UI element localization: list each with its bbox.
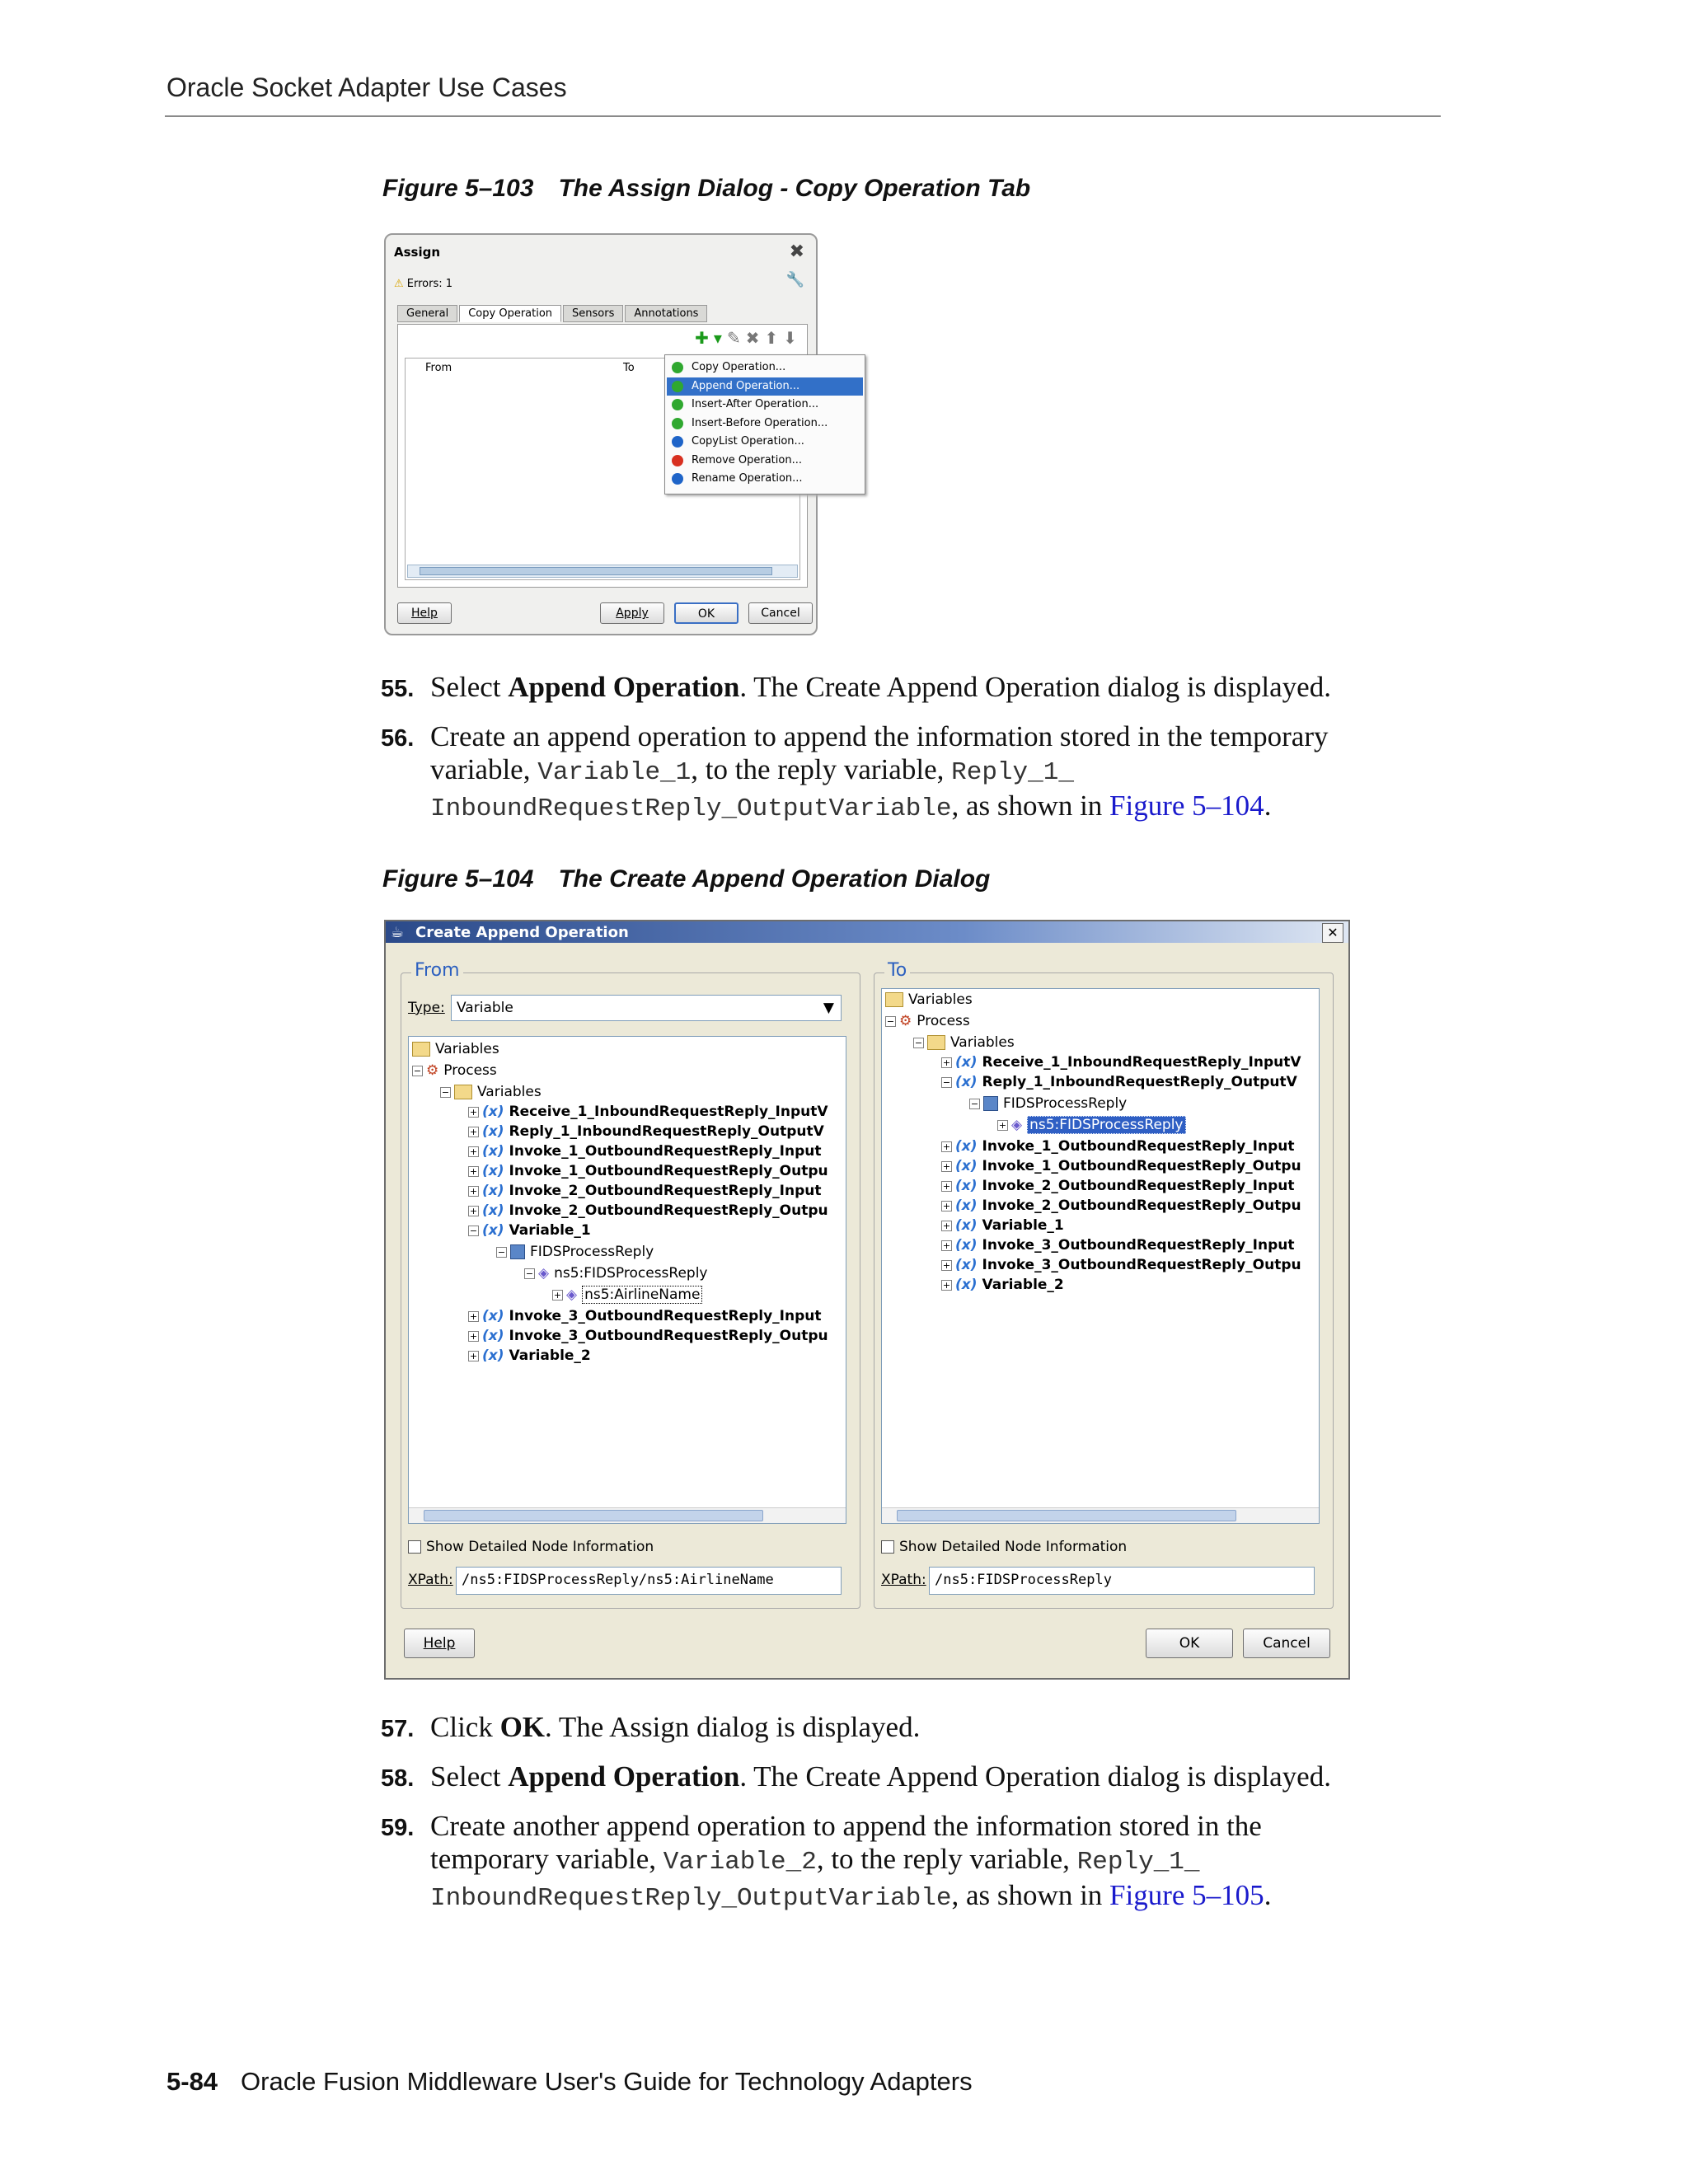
folder-icon — [412, 1042, 430, 1057]
running-header: Oracle Socket Adapter Use Cases — [166, 73, 567, 102]
menu-item[interactable] — [667, 377, 863, 396]
variable-icon: (x) — [482, 1123, 504, 1140]
xpath-label: XPath: — [408, 1572, 453, 1588]
operation-icon — [672, 399, 683, 410]
tree-node-variable[interactable]: + (x) Invoke_3_OutboundRequestReply_Outpu — [942, 1257, 1301, 1273]
to-legend: To — [884, 960, 910, 981]
horizontal-scrollbar[interactable] — [407, 565, 798, 578]
error-indicator — [394, 278, 452, 290]
help-button[interactable]: Help — [404, 1629, 475, 1658]
variable-icon: (x) — [482, 1104, 504, 1120]
element-diamond-icon: ◈ — [538, 1265, 550, 1282]
show-detail-checkbox[interactable]: Show Detailed Node Information — [881, 1539, 1127, 1555]
menu-item-label: Insert-After Operation... — [692, 398, 819, 410]
tree-node-process[interactable]: − ⚙ Process — [886, 1013, 970, 1029]
tab-bar — [397, 304, 709, 322]
operation-icon — [672, 436, 683, 448]
add-operation-menu — [664, 354, 865, 494]
menu-item[interactable] — [667, 359, 863, 377]
folder-icon — [454, 1085, 472, 1099]
tree-node-airline-name[interactable]: + ◈ ns5:AirlineName — [552, 1286, 702, 1304]
menu-item-label: Rename Operation... — [692, 472, 803, 485]
element-icon — [510, 1244, 525, 1259]
menu-item[interactable] — [667, 452, 863, 470]
process-icon: ⚙ — [899, 1013, 912, 1029]
tree-node-variable[interactable]: + (x) Invoke_3_OutboundRequestReply_Input — [469, 1308, 822, 1324]
chevron-down-icon: ▼ — [823, 1000, 834, 1016]
tree-node-variables[interactable]: − Variables — [914, 1034, 1015, 1051]
tree-node-subelement[interactable]: − ◈ ns5:FIDSProcessReply — [525, 1265, 708, 1282]
tree-node-variable[interactable]: + (x) Variable_2 — [942, 1277, 1064, 1293]
variable-icon: (x) — [482, 1222, 504, 1239]
menu-item[interactable] — [667, 396, 863, 414]
dialog-title: Create Append Operation — [415, 924, 629, 941]
tree-node-variable[interactable]: + (x) Invoke_1_OutboundRequestReply_Outpu — [942, 1158, 1301, 1174]
tree-node-variable[interactable]: + (x) Variable_1 — [942, 1217, 1064, 1234]
type-select[interactable]: Variable ▼ — [451, 995, 842, 1021]
tree-node-variable[interactable]: + (x) Reply_1_InboundRequestReply_OutputV — [469, 1123, 824, 1140]
figure-104-link[interactable]: Figure 5–104 — [1109, 790, 1264, 822]
variable-icon: (x) — [482, 1163, 504, 1179]
create-append-operation-dialog — [384, 920, 1350, 1680]
step-number: 57. — [381, 1716, 415, 1742]
variable-icon: (x) — [955, 1138, 978, 1155]
cancel-button[interactable]: Cancel — [748, 602, 813, 624]
operation-icon — [672, 381, 683, 392]
menu-item-label: Remove Operation... — [692, 453, 802, 466]
tree-node-variable[interactable]: + (x) Receive_1_InboundRequestReply_InputV — [469, 1104, 828, 1120]
column-from: From — [425, 362, 452, 374]
figure-title: The Assign Dialog - Copy Operation Tab — [558, 175, 1031, 202]
figure-104-caption — [382, 865, 990, 893]
tab-general[interactable]: General — [397, 305, 457, 322]
move-down-icon[interactable]: ⬇ — [783, 328, 802, 348]
variable-icon: (x) — [955, 1277, 978, 1293]
variable-icon: (x) — [955, 1237, 978, 1254]
column-to: To — [623, 362, 635, 374]
step-56: 56. Create an append operation to append the information stored in the temporary variable, Variable_1, to the reply variable, Reply_1_ InboundRequestReply_OutputVariable, as shown in Figure 5–104. — [381, 720, 1329, 823]
page-number: 5-84 — [166, 2067, 218, 2096]
menu-item-label: Append Operation... — [692, 379, 800, 392]
tree-node-selected-element[interactable]: + ◈ ns5:FIDSProcessReply — [997, 1116, 1186, 1134]
add-icon[interactable]: ✚▾ — [695, 328, 727, 348]
from-tree[interactable] — [408, 1036, 846, 1524]
tree-node-variables[interactable]: − Variables — [441, 1084, 542, 1100]
operation-icon — [672, 455, 683, 466]
tree-node-variable[interactable]: + (x) Receive_1_InboundRequestReply_InputV — [942, 1054, 1301, 1071]
page-footer — [166, 2067, 973, 2097]
tree-node-variable[interactable]: + (x) Invoke_1_OutboundRequestReply_Input — [942, 1138, 1295, 1155]
dialog-icon: ☕ — [391, 924, 405, 941]
tree-node-variable[interactable]: + (x) Invoke_3_OutboundRequestReply_Outpu — [469, 1328, 828, 1344]
book-title: Oracle Fusion Middleware User's Guide for Technology Adapters — [241, 2067, 973, 2096]
show-detail-checkbox[interactable]: Show Detailed Node Information — [408, 1539, 654, 1555]
variable-icon: (x) — [955, 1158, 978, 1174]
menu-item[interactable] — [667, 415, 863, 433]
dialog-title: Assign — [394, 245, 441, 260]
variable-icon: (x) — [955, 1257, 978, 1273]
element-icon — [983, 1096, 998, 1111]
process-icon: ⚙ — [426, 1062, 439, 1079]
horizontal-scrollbar[interactable] — [882, 1507, 1319, 1523]
step-number: 58. — [381, 1765, 415, 1792]
error-count: Errors: 1 — [406, 278, 453, 290]
step-55: 55. Select Append Operation. The Create Append Operation dialog is displayed. — [381, 671, 1411, 704]
tree-node-variable[interactable]: + (x) Variable_2 — [469, 1347, 591, 1364]
variable-icon: (x) — [955, 1054, 978, 1071]
tree-node-variable[interactable]: + (x) Invoke_1_OutboundRequestReply_Input — [469, 1143, 822, 1160]
variable-icon: (x) — [955, 1074, 978, 1090]
wrench-icon[interactable]: 🔧 — [785, 271, 804, 288]
figure-number: Figure 5–103 — [382, 175, 534, 202]
step-57: 57. Click OK. The Assign dialog is displayed. — [381, 1711, 1411, 1744]
tab-annotations[interactable]: Annotations — [625, 305, 707, 322]
variable-icon: (x) — [482, 1202, 504, 1219]
cancel-button[interactable]: Cancel — [1243, 1629, 1330, 1658]
horizontal-scrollbar[interactable] — [409, 1507, 846, 1523]
close-icon[interactable]: ✖ — [789, 241, 804, 262]
menu-item-label: CopyList Operation... — [692, 435, 804, 448]
step-number: 55. — [381, 676, 415, 702]
step-58: 58. Select Append Operation. The Create Append Operation dialog is displayed. — [381, 1760, 1411, 1793]
tab-copy-operation[interactable]: Copy Operation — [459, 305, 561, 322]
operation-icon — [672, 418, 683, 429]
ok-button[interactable]: OK — [674, 602, 738, 624]
tree-node-variable[interactable]: + (x) Invoke_2_OutboundRequestReply_Input — [942, 1178, 1295, 1194]
warning-icon: ⚠ — [394, 278, 404, 290]
to-group — [874, 960, 1334, 1609]
tree-node-variable[interactable]: + (x) Invoke_2_OutboundRequestReply_Outpu — [942, 1197, 1301, 1214]
variable-icon: (x) — [482, 1347, 504, 1364]
figure-title: The Create Append Operation Dialog — [558, 865, 991, 893]
ok-button[interactable]: OK — [1146, 1629, 1233, 1658]
tree-node-variables-root[interactable]: Variables — [412, 1040, 499, 1058]
variable-icon: (x) — [482, 1328, 504, 1344]
variable-icon: (x) — [955, 1197, 978, 1214]
xpath-field[interactable]: /ns5:FIDSProcessReply — [929, 1567, 1315, 1595]
dialog-titlebar — [386, 921, 1348, 943]
element-diamond-icon: ◈ — [1011, 1117, 1023, 1133]
close-button[interactable]: ✕ — [1322, 923, 1343, 943]
tree-node-process[interactable]: − ⚙ Process — [413, 1062, 497, 1079]
xpath-field[interactable]: /ns5:FIDSProcessReply/ns5:AirlineName — [456, 1567, 842, 1595]
operation-icon — [672, 362, 683, 373]
edit-icon[interactable]: ✎ — [726, 328, 746, 348]
help-button[interactable]: Help — [397, 602, 452, 624]
operation-toolbar — [695, 328, 802, 348]
from-legend: From — [411, 960, 463, 981]
variable-icon: (x) — [955, 1217, 978, 1234]
menu-item[interactable] — [667, 470, 863, 488]
folder-icon — [927, 1035, 945, 1050]
figure-103-caption — [382, 175, 1030, 203]
menu-item[interactable] — [667, 433, 863, 451]
folder-icon — [885, 992, 903, 1007]
from-group — [401, 960, 860, 1609]
delete-icon[interactable]: ✖ — [745, 328, 765, 348]
menu-item-label: Copy Operation... — [692, 361, 786, 373]
element-diamond-icon: ◈ — [566, 1286, 578, 1303]
xpath-label: XPath: — [881, 1572, 926, 1588]
type-label: Type: — [408, 1000, 445, 1016]
variable-icon: (x) — [482, 1308, 504, 1324]
tree-node-variable[interactable]: + (x) Invoke_1_OutboundRequestReply_Outpu — [469, 1163, 828, 1179]
step-number: 59. — [381, 1815, 415, 1841]
operation-icon — [672, 473, 683, 485]
tab-sensors[interactable]: Sensors — [563, 305, 623, 322]
to-tree[interactable] — [881, 988, 1320, 1524]
tree-node-variables-root[interactable]: Variables — [885, 991, 973, 1009]
header-rule — [165, 115, 1441, 117]
tree-node-variable[interactable]: + (x) Invoke_3_OutboundRequestReply_Input — [942, 1237, 1295, 1254]
move-up-icon[interactable]: ⬆ — [764, 328, 784, 348]
figure-number: Figure 5–104 — [382, 865, 534, 893]
tree-node-element[interactable]: − FIDSProcessReply — [970, 1095, 1128, 1112]
step-number: 56. — [381, 725, 415, 752]
variable-icon: (x) — [482, 1183, 504, 1199]
figure-105-link[interactable]: Figure 5–105 — [1109, 1879, 1264, 1911]
apply-button[interactable]: Apply — [600, 602, 664, 624]
tree-node-reply-variable[interactable]: − (x) Reply_1_InboundRequestReply_OutputV — [942, 1074, 1297, 1090]
tree-node-variable[interactable]: + (x) Invoke_2_OutboundRequestReply_Input — [469, 1183, 822, 1199]
variable-icon: (x) — [482, 1143, 504, 1160]
tree-node-element[interactable]: − FIDSProcessReply — [497, 1244, 654, 1260]
tree-node-variable-1[interactable]: − (x) Variable_1 — [469, 1222, 591, 1239]
step-59: 59. Create another append operation to append the information stored in the temporary variable, Variable_2, to the reply variable, Reply_1_ InboundRequestReply_OutputVariable, as shown in Figure 5–105. — [381, 1810, 1272, 1913]
tree-node-variable[interactable]: + (x) Invoke_2_OutboundRequestReply_Outpu — [469, 1202, 828, 1219]
menu-item-label: Insert-Before Operation... — [692, 416, 828, 429]
variable-icon: (x) — [955, 1178, 978, 1194]
